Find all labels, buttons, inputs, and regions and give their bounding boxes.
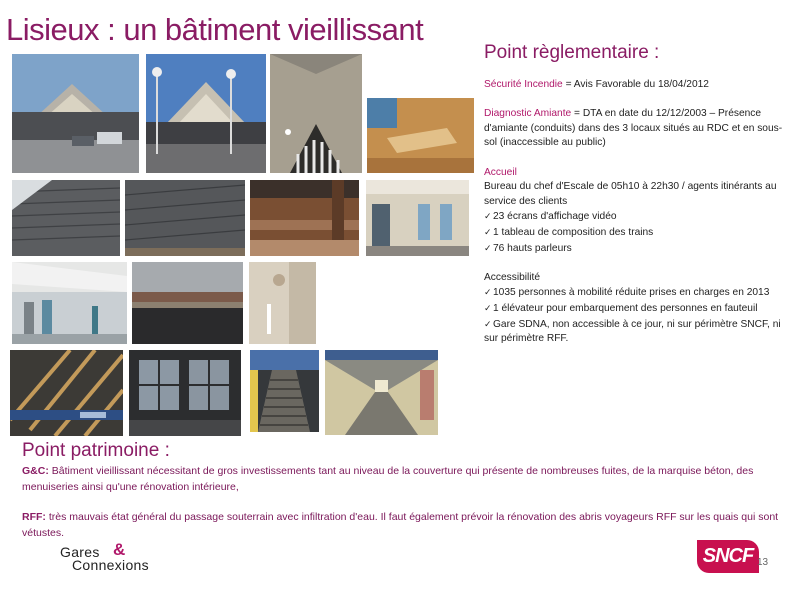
accueil-text: Bureau du chef d'Escale de 05h10 à 22h30 / agents itinérants au service des clients <box>484 181 777 207</box>
accessibility-label: Accessibilité <box>484 271 541 283</box>
fire-safety-line <box>484 78 789 93</box>
accessibility-item: ✓Gare SDNA, non accessible à ce jour, ni sur périmètre SNCF, ni sur périmètre RFF. <box>484 318 781 345</box>
heritage-section <box>22 440 782 541</box>
accessibility-item: ✓1 élévateur pour embarquement des personnes en fauteuil <box>484 302 758 314</box>
photo-canopy-structure <box>10 350 123 436</box>
heritage-gc-paragraph: G&C: Bâtiment vieillissant nécessitant de gros investissements tant au niveau de la couverture qui présente de nombreuses fuites, de la marquise béton, des menuiseries ainsi qu'une rénovation intérieure, <box>22 465 754 493</box>
photo-windows-interior <box>129 350 241 436</box>
asbestos-text: = DTA en date du 12/12/2003 – Présence d'amiante (conduits) dans des 3 locaux situés au RDC et en sous-sol (inaccessible au public) <box>484 108 783 149</box>
photo-roof-gutter <box>250 180 359 256</box>
accueil-item: ✓76 hauts parleurs <box>484 242 572 254</box>
photo-floor-tiles <box>367 98 474 173</box>
check-icon: ✓ <box>484 287 492 298</box>
photo-underpass-corridor <box>325 350 438 435</box>
regulatory-heading: Point règlementaire : <box>484 42 660 63</box>
photo-slate-roof-2 <box>125 180 245 256</box>
photo-platform-building <box>366 180 469 256</box>
page-number: 13 <box>757 557 769 568</box>
accueil-item: ✓23 écrans d'affichage vidéo <box>484 211 617 223</box>
photo-station-facade-lamps <box>146 54 266 173</box>
sncf-logo: SNCF <box>697 540 759 573</box>
heritage-rff-paragraph: RFF: très mauvais état général du passage souterrain avec infiltration d'eau. Il faut également prévoir la rénovation des abris voyageurs RFF sur les quais qui sont vétustes. <box>22 511 779 539</box>
photo-canopy-platform <box>12 262 127 344</box>
check-icon: ✓ <box>484 226 492 237</box>
photo-ceiling-detail <box>249 262 316 344</box>
asbestos-label: Diagnostic Amiante <box>484 108 572 120</box>
photo-underpass-stairs <box>250 350 319 432</box>
check-icon: ✓ <box>484 211 492 222</box>
accueil-label: Accueil <box>484 166 517 178</box>
fire-safety-text: = Avis Favorable du 18/04/2012 <box>562 79 709 90</box>
gares-connexions-logo: Gares & Connexions <box>60 540 149 573</box>
check-icon: ✓ <box>484 302 492 313</box>
heritage-heading: Point patrimoine : <box>22 440 170 461</box>
slide-title: Lisieux : un bâtiment vieillissant <box>6 12 424 47</box>
fire-safety-label: Sécurité Incendie <box>484 79 563 90</box>
check-icon: ✓ <box>484 242 492 253</box>
heritage-gc-label: G&C: <box>22 465 49 477</box>
accessibility-item: ✓1035 personnes à mobilité réduite prises en charges en 2013 <box>484 287 770 299</box>
photo-slate-roof-1 <box>12 180 120 256</box>
check-icon: ✓ <box>484 318 492 329</box>
regulatory-panel <box>484 40 789 347</box>
photo-building-roofline <box>132 262 243 344</box>
photo-ceiling-interior <box>270 54 362 173</box>
photo-station-facade-cars <box>12 54 139 173</box>
accueil-item: ✓1 tableau de composition des trains <box>484 226 654 238</box>
asbestos-line <box>484 107 789 151</box>
heritage-rff-label: RFF: <box>22 511 46 523</box>
